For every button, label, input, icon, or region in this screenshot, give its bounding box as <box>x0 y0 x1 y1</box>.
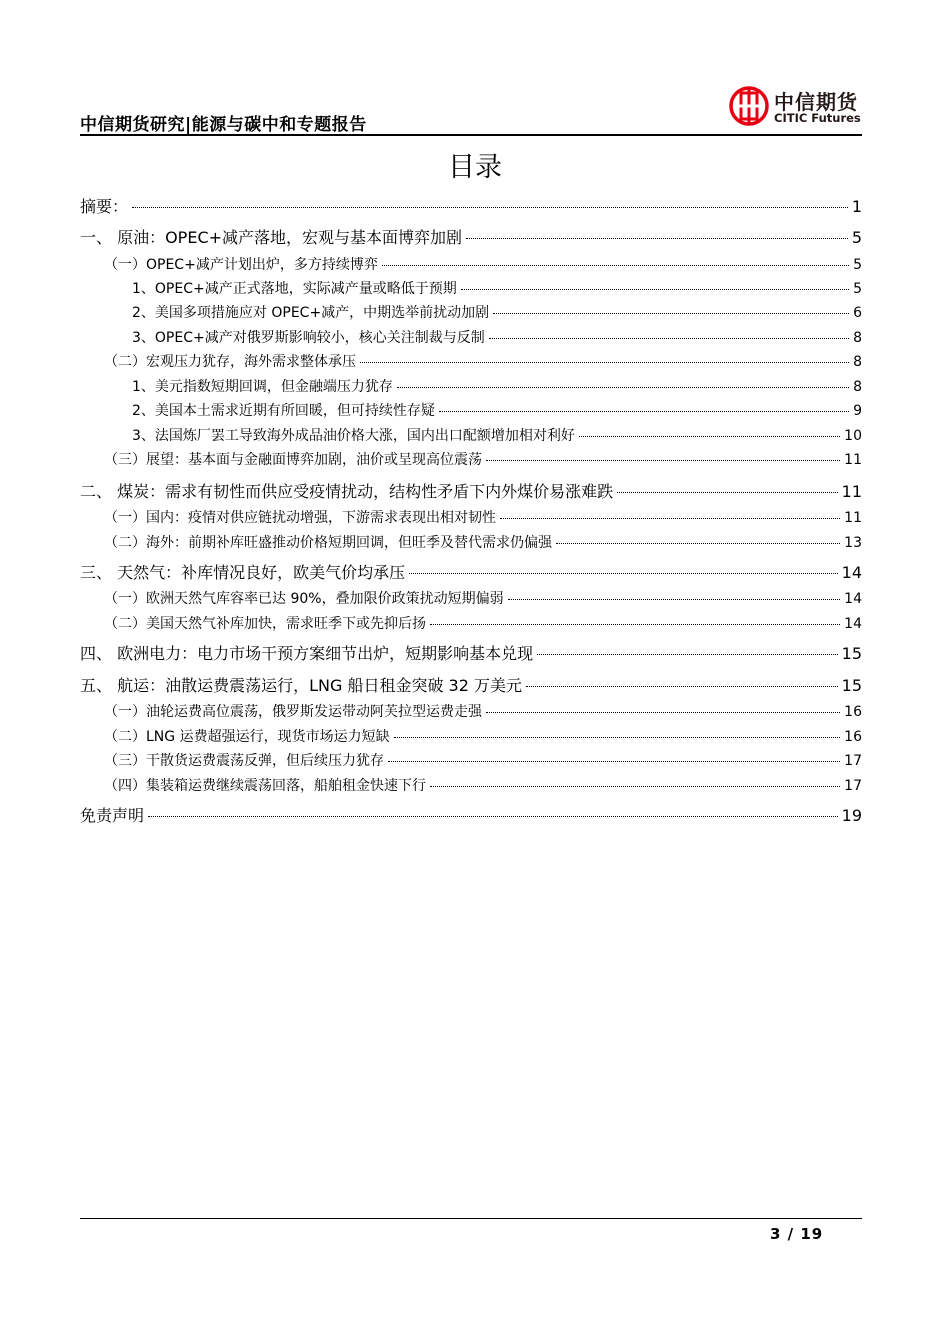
toc-entry-subsection[interactable]: （三）干散货运费震荡反弹，但后续压力犹存 17 <box>104 753 862 769</box>
toc-entry-disclaimer[interactable]: 免责声明 19 <box>80 806 862 825</box>
toc-entry-subsection[interactable]: （一）国内：疫情对供应链扰动增强，下游需求表现出相对韧性 11 <box>104 510 862 526</box>
toc-entry-subsection[interactable]: （二）海外：前期补库旺盛推动价格短期回调，但旺季及替代需求仍偏强 13 <box>104 535 862 551</box>
citic-futures-logo <box>729 84 869 130</box>
toc-entry-item[interactable]: 2、美国本土需求近期有所回暖，但可持续性存疑 9 <box>132 403 862 419</box>
toc-entry-section[interactable]: 二、 煤炭：需求有韧性而供应受疫情扰动，结构性矛盾下内外煤价易涨难跌 11 <box>80 482 862 501</box>
header-divider <box>80 134 862 136</box>
toc-entry-item[interactable]: 3、法国炼厂罢工导致海外成品油价格大涨，国内出口配额增加相对利好 10 <box>132 428 862 444</box>
citic-logo-icon <box>729 86 769 126</box>
toc-entry-subsection[interactable]: （二）美国天然气补库加快，需求旺季下或先抑后扬 14 <box>104 616 862 632</box>
toc-entry-subsection[interactable]: （二）宏观压力犹存，海外需求整体承压 8 <box>104 354 862 370</box>
toc-entry-subsection[interactable]: （一）OPEC+减产计划出炉，多方持续博弈 5 <box>104 257 862 273</box>
logo-text-en: CITIC Futures <box>774 111 861 125</box>
page-indicator: 3 / 19 <box>770 1225 824 1243</box>
footer-divider <box>80 1218 862 1219</box>
toc-entry-subsection[interactable]: （一）油轮运费高位震荡，俄罗斯发运带动阿芙拉型运费走强 16 <box>104 704 862 720</box>
toc-entry-subsection[interactable]: （四）集装箱运费继续震荡回落，船舶租金快速下行 17 <box>104 778 862 794</box>
toc-entry-section[interactable]: 四、 欧洲电力：电力市场干预方案细节出炉，短期影响基本兑现 15 <box>80 644 862 663</box>
toc-entry-subsection[interactable]: （三）展望：基本面与金融面博弈加剧，油价或呈现高位震荡 11 <box>104 452 862 468</box>
toc-entry-section[interactable]: 一、 原油：OPEC+减产落地，宏观与基本面博弈加剧 5 <box>80 228 862 247</box>
toc-entry-section[interactable]: 三、 天然气：补库情况良好，欧美气价均承压 14 <box>80 563 862 582</box>
report-header-title: 中信期货研究|能源与碳中和专题报告 <box>80 115 367 135</box>
toc-entry-item[interactable]: 1、OPEC+减产正式落地，实际减产量或略低于预期 5 <box>132 281 862 297</box>
toc-entry-section[interactable]: 五、 航运：油散运费震荡运行，LNG 船日租金突破 32 万美元 15 <box>80 676 862 695</box>
toc-entry-subsection[interactable]: （二）LNG 运费超强运行，现货市场运力短缺 16 <box>104 729 862 745</box>
toc-entry-item[interactable]: 3、OPEC+减产对俄罗斯影响较小，核心关注制裁与反制 8 <box>132 330 862 346</box>
toc-entry-item[interactable]: 1、美元指数短期回调，但金融端压力犹存 8 <box>132 379 862 395</box>
toc-entry-subsection[interactable]: （一）欧洲天然气库容率已达 90%，叠加限价政策扰动短期偏弱 14 <box>104 591 862 607</box>
toc-entry-abstract[interactable]: 摘要： 1 <box>80 197 862 216</box>
toc-title: 目录 <box>448 152 502 183</box>
logo-text-cn: 中信期货 <box>774 90 858 114</box>
toc-entry-item[interactable]: 2、美国多项措施应对 OPEC+减产，中期选举前扰动加剧 6 <box>132 305 862 321</box>
